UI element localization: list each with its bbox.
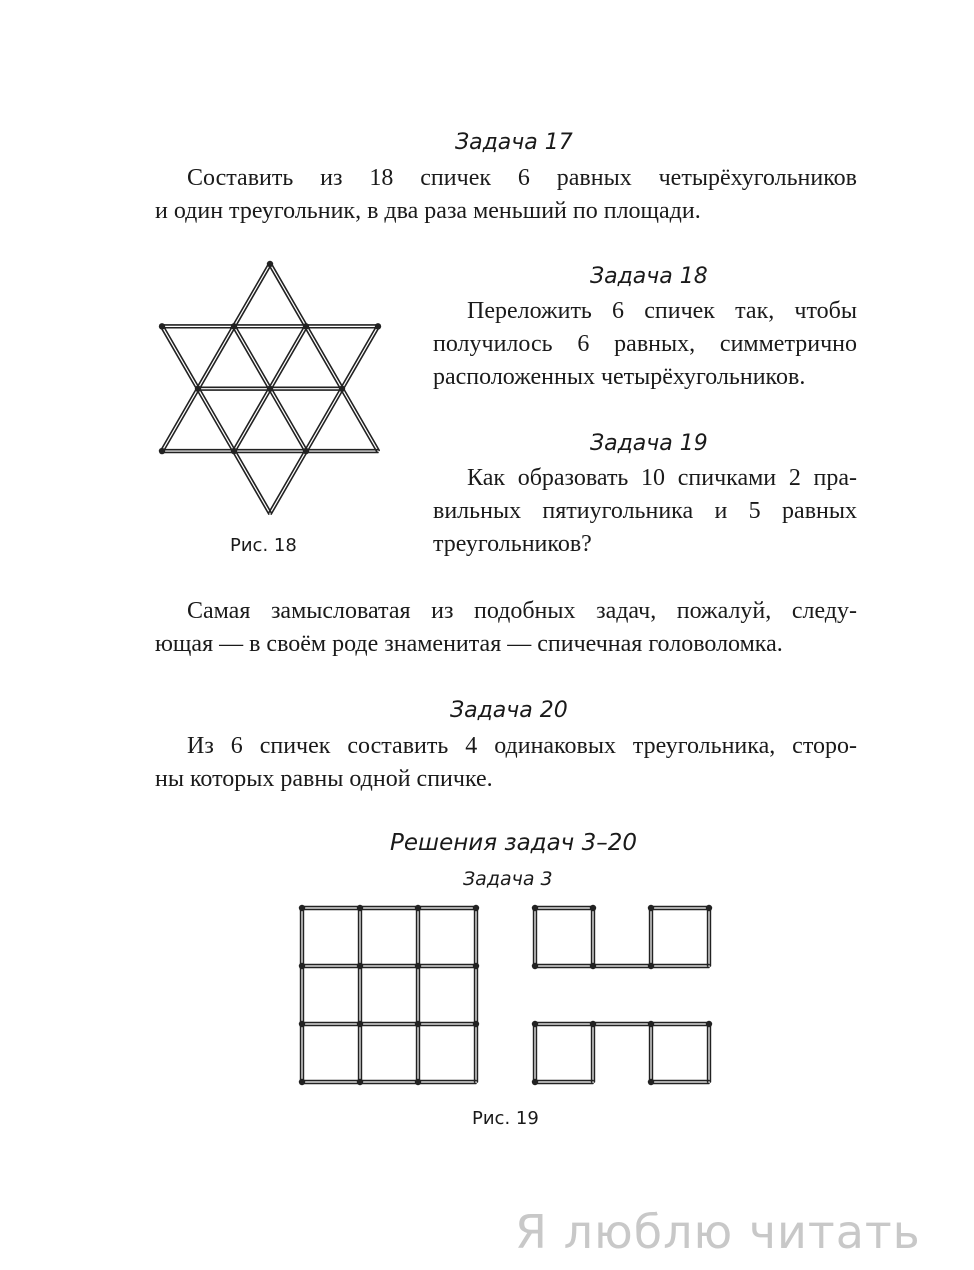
star-match-head-2	[159, 323, 165, 329]
task18-title: Задача 18	[590, 264, 708, 289]
star-match-6-0	[197, 326, 233, 388]
square-match-head-37	[648, 1079, 654, 1085]
task20-text-line2: ны которых равны одной спичке.	[155, 766, 493, 792]
square-match-head-7	[357, 1021, 363, 1027]
star-match-9-1	[235, 326, 271, 388]
star-match-7-0	[341, 326, 377, 388]
task19-text-line2: вильных пятиугольника и 5 равных	[433, 498, 857, 524]
star-match-17-0	[305, 388, 341, 450]
square-match-head-35	[590, 1021, 596, 1027]
figure19-caption: Рис. 19	[472, 1108, 539, 1129]
star-match-head-7	[375, 323, 381, 329]
task20-text-line1: Из 6 спичек составить 4 одинаковых треугольника, сторо-	[187, 733, 857, 759]
star-match-8-1	[307, 326, 343, 388]
square-match-head-24	[532, 905, 538, 911]
task18-text-line2: получилось 6 равных, симметрично	[433, 331, 857, 357]
star-match-15-1	[235, 389, 271, 451]
star-match-5-0	[161, 327, 197, 389]
task18-text-line3: расположенных четырёхугольников.	[433, 364, 806, 390]
star-match-1-1	[271, 263, 307, 325]
star-match-head-17	[339, 386, 345, 392]
star-match-22-0	[233, 452, 269, 514]
star-match-0-0	[233, 263, 269, 325]
task18-text	[433, 295, 857, 394]
star-match-16-0	[269, 389, 305, 451]
star-match-18-0	[341, 389, 377, 451]
star-match-head-19	[159, 448, 165, 454]
intro-paragraph	[155, 595, 857, 661]
star-match-head-0	[267, 261, 273, 267]
star-match-10-1	[271, 327, 307, 389]
square-match-head-23	[473, 1021, 479, 1027]
square-match-head-3	[299, 963, 305, 969]
square-match-head-5	[415, 963, 421, 969]
square-match-head-32	[532, 1021, 538, 1027]
star-match-9-0	[233, 327, 269, 389]
square-match-head-28	[648, 905, 654, 911]
watermark-text: Я люблю читать	[515, 1205, 921, 1259]
star-match-18-1	[343, 388, 379, 450]
task20-title: Задача 20	[450, 698, 568, 723]
task17-text	[155, 162, 857, 228]
task19-title: Задача 19	[590, 431, 708, 456]
star-match-13-1	[163, 389, 199, 451]
star-match-head-4	[303, 323, 309, 329]
task17-text-line2: и один треугольник, в два раза меньший по площади.	[155, 198, 701, 224]
star-match-23-1	[271, 452, 307, 514]
square-match-head-31	[706, 905, 712, 911]
task18-text-line1: Переложить 6 спичек так, чтобы	[467, 298, 857, 324]
star-match-5-1	[163, 326, 199, 388]
star-match-8-0	[305, 327, 341, 389]
task19-text	[433, 462, 857, 561]
square-match-head-1	[357, 905, 363, 911]
square-match-head-9	[299, 1079, 305, 1085]
square-match-head-8	[415, 1021, 421, 1027]
square-match-head-39	[706, 1021, 712, 1027]
star-match-head-12	[267, 386, 273, 392]
star-match-head-3	[231, 323, 237, 329]
square-match-head-6	[299, 1021, 305, 1027]
task20-text	[155, 730, 857, 796]
square-match-head-2	[415, 905, 421, 911]
star-match-13-0	[161, 388, 197, 450]
star-match-head-21	[303, 448, 309, 454]
square-match-head-25	[532, 963, 538, 969]
star-match-15-0	[233, 388, 269, 450]
intro-text-line1: Самая замысловатая из подобных задач, пожалуй, следу-	[187, 598, 857, 624]
star-match-16-1	[271, 388, 307, 450]
square-match-head-27	[590, 905, 596, 911]
square-match-head-21	[473, 905, 479, 911]
square-match-head-40	[590, 963, 596, 969]
square-match-head-36	[648, 1021, 654, 1027]
star-match-7-1	[343, 327, 379, 389]
star-match-14-1	[199, 388, 235, 450]
star-match-0-1	[235, 265, 271, 327]
square-match-head-33	[532, 1079, 538, 1085]
square-match-head-10	[357, 1079, 363, 1085]
square-match-head-4	[357, 963, 363, 969]
star-match-14-0	[197, 389, 233, 451]
star-match-23-0	[269, 450, 305, 512]
star-match-17-1	[307, 389, 343, 451]
figure18-caption: Рис. 18	[230, 535, 297, 556]
star-match-1-0	[269, 265, 305, 327]
figure19-squares-diagram	[290, 900, 730, 1100]
star-match-6-1	[199, 327, 235, 389]
star-match-head-11	[195, 386, 201, 392]
square-match-head-0	[299, 905, 305, 911]
task19-text-line1: Как образовать 10 спичками 2 пра-	[467, 465, 857, 491]
star-match-22-1	[235, 450, 271, 512]
solutions-subtitle: Задача 3	[463, 868, 553, 890]
solutions-title: Решения задач 3–20	[390, 830, 637, 856]
task17-title: Задача 17	[455, 130, 573, 155]
task17-text-line1: Составить из 18 спичек 6 равных четырёхугольников	[187, 165, 857, 191]
star-match-10-0	[269, 326, 305, 388]
task19-text-line3: треугольников?	[433, 531, 592, 557]
square-match-head-22	[473, 963, 479, 969]
figure18-star-diagram	[150, 252, 390, 522]
square-match-head-29	[648, 963, 654, 969]
intro-text-line2: ющая — в своём роде знаменитая — спичечная головоломка.	[155, 631, 783, 657]
square-match-head-11	[415, 1079, 421, 1085]
star-match-head-20	[231, 448, 237, 454]
